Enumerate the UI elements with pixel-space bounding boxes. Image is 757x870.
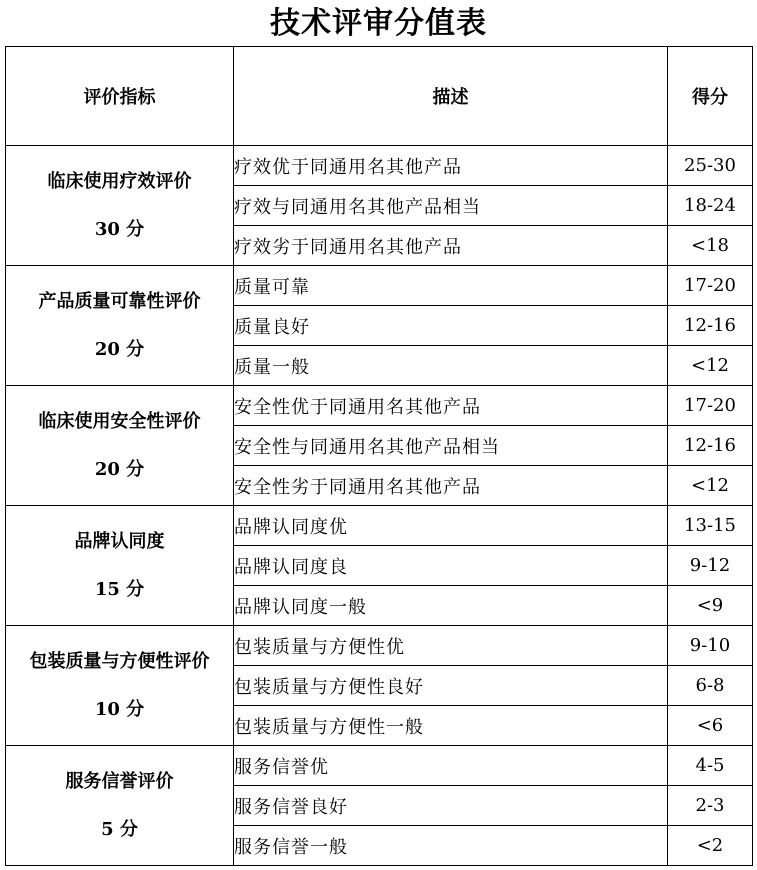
table-row: [6, 626, 753, 666]
score-cell: 4-5: [668, 746, 753, 786]
criteria-points: 5 分: [101, 818, 138, 840]
score-cell: 18-24: [668, 186, 753, 226]
header-description: 描述: [234, 47, 668, 146]
description-cell: 服务信誉优: [234, 746, 668, 786]
score-cell: 6-8: [668, 666, 753, 706]
criteria-cell: [6, 746, 234, 866]
criteria-cell: [6, 506, 234, 626]
table-row: [6, 146, 753, 186]
description-cell: 包装质量与方便性良好: [234, 666, 668, 706]
score-table: [5, 46, 753, 866]
description-cell: 品牌认同度优: [234, 506, 668, 546]
criteria-points: 20 分: [94, 338, 145, 360]
description-cell: 服务信誉良好: [234, 786, 668, 826]
description-cell: 质量良好: [234, 306, 668, 346]
header-criteria: 评价指标: [6, 47, 234, 146]
score-cell: 2-3: [668, 786, 753, 826]
description-cell: 品牌认同度良: [234, 546, 668, 586]
table-row: [6, 386, 753, 426]
criteria-name: 临床使用疗效评价: [47, 170, 192, 192]
criteria-points: 10 分: [94, 698, 145, 720]
criteria-cell: [6, 146, 234, 266]
description-cell: 包装质量与方便性一般: [234, 706, 668, 746]
score-cell: 9-12: [668, 546, 753, 586]
criteria-cell: [6, 386, 234, 506]
score-cell: 9-10: [668, 626, 753, 666]
description-cell: 服务信誉一般: [234, 826, 668, 866]
score-cell: <12: [668, 346, 753, 386]
score-cell: <18: [668, 226, 753, 266]
criteria-cell: [6, 626, 234, 746]
score-cell: 17-20: [668, 386, 753, 426]
criteria-points: 15 分: [94, 578, 145, 600]
description-cell: 质量一般: [234, 346, 668, 386]
table-header-row: [6, 47, 753, 146]
criteria-cell: [6, 266, 234, 386]
description-cell: 安全性劣于同通用名其他产品: [234, 466, 668, 506]
table-row: [6, 746, 753, 786]
score-cell: <6: [668, 706, 753, 746]
score-cell: 12-16: [668, 426, 753, 466]
score-cell: 25-30: [668, 146, 753, 186]
criteria-name: 产品质量可靠性评价: [38, 290, 201, 312]
table-row: [6, 266, 753, 306]
score-cell: <12: [668, 466, 753, 506]
criteria-points: 20 分: [94, 458, 145, 480]
score-cell: <9: [668, 586, 753, 626]
score-cell: 13-15: [668, 506, 753, 546]
criteria-name: 临床使用安全性评价: [38, 410, 201, 432]
description-cell: 安全性优于同通用名其他产品: [234, 386, 668, 426]
description-cell: 安全性与同通用名其他产品相当: [234, 426, 668, 466]
criteria-name: 服务信誉评价: [65, 770, 174, 792]
criteria-name: 包装质量与方便性评价: [29, 650, 210, 672]
table-row: [6, 506, 753, 546]
description-cell: 包装质量与方便性优: [234, 626, 668, 666]
criteria-name: 品牌认同度: [74, 530, 165, 552]
description-cell: 质量可靠: [234, 266, 668, 306]
header-score: 得分: [668, 47, 753, 146]
description-cell: 品牌认同度一般: [234, 586, 668, 626]
description-cell: 疗效与同通用名其他产品相当: [234, 186, 668, 226]
score-cell: 17-20: [668, 266, 753, 306]
criteria-points: 30 分: [94, 218, 145, 240]
description-cell: 疗效劣于同通用名其他产品: [234, 226, 668, 266]
score-cell: <2: [668, 826, 753, 866]
description-cell: 疗效优于同通用名其他产品: [234, 146, 668, 186]
page-title: 技术评审分值表: [270, 6, 487, 41]
score-cell: 12-16: [668, 306, 753, 346]
